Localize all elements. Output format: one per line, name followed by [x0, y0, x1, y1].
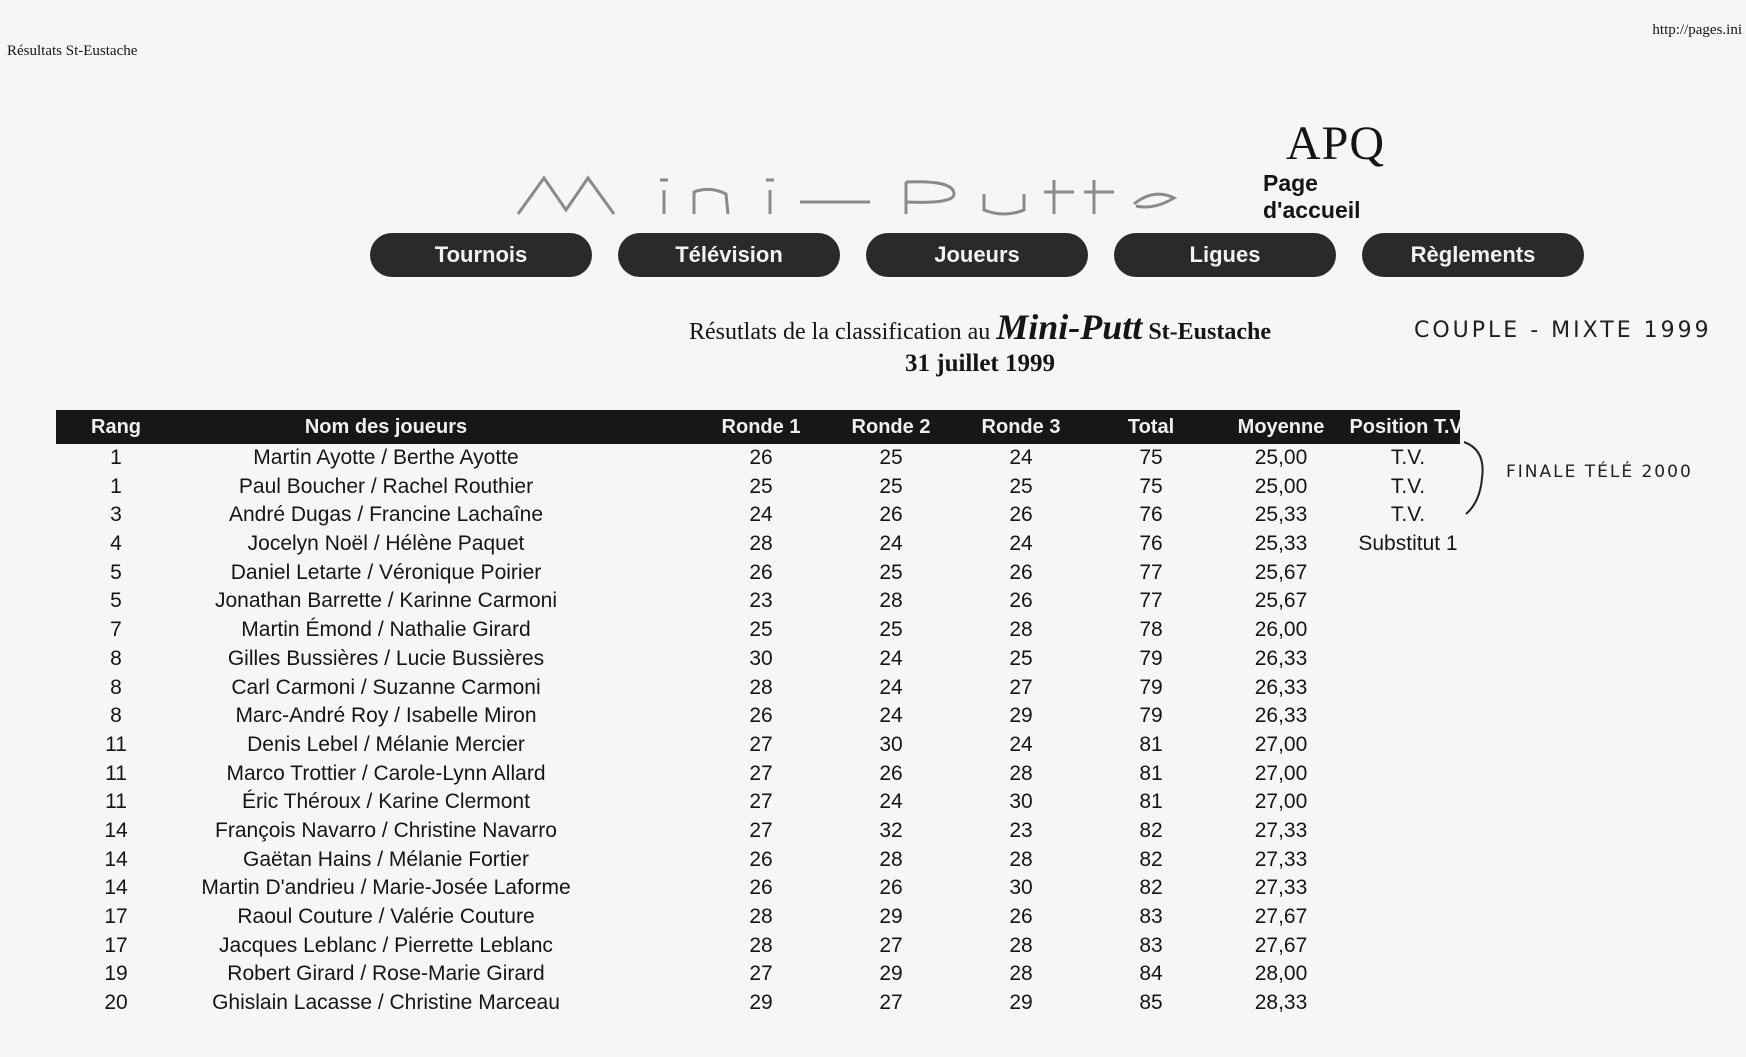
cell-ronde-1: 26 — [749, 704, 773, 728]
cell-rang: 8 — [110, 675, 122, 699]
cell-nom: Robert Girard / Rose-Marie Girard — [227, 962, 545, 986]
cell-total: 77 — [1139, 560, 1163, 584]
cell-total: 82 — [1139, 876, 1163, 900]
cell-rang: 3 — [110, 503, 122, 527]
nav-tournois-button[interactable]: Tournois — [370, 233, 592, 277]
cell-ronde-3: 26 — [1009, 560, 1033, 584]
header-ronde-1: Ronde 1 — [721, 416, 801, 438]
cell-total: 84 — [1139, 962, 1163, 986]
cell-moyenne: 27,33 — [1254, 847, 1308, 871]
cell-ronde-1: 27 — [749, 732, 773, 756]
cell-ronde-2: 26 — [879, 761, 903, 785]
cell-nom: Gaëtan Hains / Mélanie Fortier — [243, 847, 529, 871]
cell-rang: 17 — [104, 933, 128, 957]
header-rang: Rang — [91, 416, 141, 438]
cell-moyenne: 27,67 — [1254, 933, 1308, 957]
cell-total: 76 — [1139, 503, 1163, 527]
cell-ronde-2: 24 — [879, 704, 903, 728]
cell-moyenne: 27,00 — [1254, 761, 1308, 785]
cell-nom: Éric Théroux / Karine Clermont — [242, 790, 530, 814]
cell-rang: 20 — [104, 991, 128, 1015]
page-title — [560, 306, 1400, 378]
cell-nom: Jocelyn Noël / Hélène Paquet — [247, 532, 525, 556]
cell-moyenne: 25,33 — [1254, 532, 1308, 556]
cell-ronde-3: 24 — [1009, 732, 1033, 756]
cell-ronde-2: 25 — [879, 446, 903, 469]
cell-ronde-2: 24 — [879, 675, 903, 699]
cell-moyenne: 26,00 — [1254, 618, 1308, 642]
cell-moyenne: 25,33 — [1254, 503, 1308, 527]
cell-nom: Denis Lebel / Mélanie Mercier — [247, 732, 525, 756]
cell-ronde-1: 27 — [749, 790, 773, 814]
header-total: Total — [1127, 416, 1175, 438]
cell-rang: 5 — [110, 560, 122, 584]
cell-total: 79 — [1139, 646, 1163, 670]
title-location: St-Eustache — [1148, 319, 1271, 345]
page-header-title: Résultats St-Eustache — [7, 43, 138, 59]
cell-rang: 4 — [110, 532, 122, 556]
site-logo[interactable] — [510, 110, 1420, 223]
cell-ronde-1: 26 — [749, 847, 773, 871]
cell-moyenne: 25,00 — [1254, 474, 1308, 498]
table-row — [56, 616, 1460, 645]
table-row — [56, 846, 1460, 875]
cell-ronde-1: 26 — [749, 876, 773, 900]
title-date: 31 juillet 1999 — [905, 350, 1055, 377]
cell-position-tv: T.V. — [1390, 503, 1426, 527]
cell-total: 79 — [1139, 704, 1163, 728]
cell-nom: Daniel Letarte / Véronique Poirier — [230, 560, 542, 584]
cell-ronde-2: 24 — [879, 646, 903, 670]
table-row — [56, 530, 1460, 559]
cell-ronde-1: 28 — [749, 675, 773, 699]
cell-rang: 7 — [110, 618, 122, 642]
page-header-url: http://pages.ini — [1652, 22, 1742, 38]
cell-ronde-1: 29 — [749, 991, 773, 1015]
cell-nom: François Navarro / Christine Navarro — [215, 818, 557, 842]
cell-ronde-2: 27 — [879, 933, 903, 957]
cell-ronde-1: 24 — [749, 503, 773, 527]
cell-moyenne: 26,33 — [1254, 675, 1308, 699]
cell-ronde-3: 26 — [1009, 503, 1033, 527]
table-row — [56, 989, 1460, 1018]
main-nav — [370, 233, 1590, 281]
home-link[interactable]: Page d'accueil — [1263, 170, 1361, 223]
cell-ronde-2: 26 — [879, 503, 903, 527]
cell-total: 81 — [1139, 732, 1163, 756]
cell-ronde-1: 28 — [749, 532, 773, 556]
cell-rang: 8 — [110, 646, 122, 670]
cell-ronde-3: 25 — [1009, 646, 1033, 670]
cell-ronde-3: 28 — [1009, 962, 1033, 986]
cell-total: 79 — [1139, 675, 1163, 699]
cell-ronde-3: 28 — [1009, 761, 1033, 785]
cell-ronde-1: 28 — [749, 905, 773, 928]
cell-total: 82 — [1139, 818, 1163, 842]
cell-ronde-2: 29 — [879, 962, 903, 986]
mini-putt-wordmark-image — [514, 170, 1224, 220]
cell-ronde-1: 27 — [749, 818, 773, 842]
cell-rang: 11 — [105, 761, 127, 785]
cell-ronde-3: 26 — [1009, 905, 1033, 928]
cell-ronde-3: 28 — [1009, 933, 1033, 957]
cell-ronde-1: 26 — [749, 560, 773, 584]
cell-nom: Marc-André Roy / Isabelle Miron — [235, 704, 537, 728]
handwritten-finale-note: FINALE TÉLÉ 2000 — [1506, 462, 1693, 482]
cell-moyenne: 25,00 — [1254, 446, 1308, 469]
cell-rang: 11 — [105, 790, 127, 814]
table-row — [56, 559, 1460, 588]
cell-rang: 8 — [110, 704, 122, 728]
cell-nom: Martin Ayotte / Berthe Ayotte — [253, 446, 519, 469]
cell-ronde-2: 24 — [879, 532, 903, 556]
cell-total: 75 — [1139, 474, 1163, 498]
table-row — [56, 874, 1460, 903]
cell-moyenne: 25,67 — [1254, 589, 1308, 613]
cell-ronde-3: 23 — [1009, 818, 1033, 842]
cell-rang: 14 — [104, 847, 128, 871]
cell-nom: Raoul Couture / Valérie Couture — [237, 905, 535, 928]
table-row — [56, 444, 1460, 473]
table-row — [56, 903, 1460, 932]
cell-ronde-3: 24 — [1009, 532, 1033, 556]
table-row — [56, 501, 1460, 530]
cell-ronde-3: 25 — [1009, 474, 1033, 498]
cell-rang: 14 — [104, 818, 128, 842]
cell-rang: 5 — [110, 589, 122, 613]
table-row — [56, 960, 1460, 989]
cell-ronde-2: 27 — [879, 991, 903, 1015]
cell-moyenne: 25,67 — [1254, 560, 1308, 584]
cell-ronde-2: 25 — [879, 474, 903, 498]
cell-total: 81 — [1139, 790, 1163, 814]
table-row — [56, 932, 1460, 961]
cell-ronde-2: 29 — [879, 905, 903, 928]
cell-ronde-3: 29 — [1009, 991, 1033, 1015]
cell-ronde-2: 26 — [879, 876, 903, 900]
table-body — [56, 444, 1460, 1018]
header-ronde-2: Ronde 2 — [851, 416, 931, 438]
cell-total: 83 — [1139, 933, 1163, 957]
cell-total: 78 — [1139, 618, 1163, 642]
cell-total: 82 — [1139, 847, 1163, 871]
cell-ronde-3: 28 — [1009, 618, 1033, 642]
cell-total: 75 — [1139, 446, 1163, 469]
cell-nom: Ghislain Lacasse / Christine Marceau — [212, 991, 560, 1015]
cell-total: 76 — [1139, 532, 1163, 556]
header-nom: Nom des joueurs — [304, 416, 468, 438]
table-row — [56, 645, 1460, 674]
cell-moyenne: 27,00 — [1254, 732, 1308, 756]
cell-total: 85 — [1139, 991, 1163, 1015]
table-row — [56, 788, 1460, 817]
cell-moyenne: 27,33 — [1254, 876, 1308, 900]
cell-nom: Marco Trottier / Carole-Lynn Allard — [226, 761, 546, 785]
nav-reglements-button[interactable]: Règlements — [1362, 233, 1584, 277]
cell-ronde-1: 26 — [749, 446, 773, 469]
table-row — [56, 817, 1460, 846]
cell-nom: Martin D'andrieu / Marie-Josée Laforme — [201, 876, 571, 900]
cell-rang: 1 — [110, 446, 122, 469]
cell-ronde-2: 32 — [879, 818, 903, 842]
cell-nom: Jonathan Barrette / Karinne Carmoni — [214, 589, 558, 613]
cell-rang: 11 — [105, 732, 127, 756]
cell-nom: Martin Émond / Nathalie Girard — [241, 618, 531, 642]
cell-ronde-3: 26 — [1009, 589, 1033, 613]
cell-moyenne: 27,67 — [1254, 905, 1308, 928]
title-brand: Mini-Putt — [996, 307, 1143, 347]
header-ronde-3: Ronde 3 — [981, 416, 1061, 438]
nav-television-button[interactable]: Télévision — [618, 233, 840, 277]
header-position-tv: Position T.V. — [1349, 416, 1467, 438]
cell-ronde-3: 30 — [1009, 790, 1033, 814]
cell-total: 77 — [1139, 589, 1163, 613]
cell-ronde-1: 27 — [749, 962, 773, 986]
cell-moyenne: 26,33 — [1254, 646, 1308, 670]
cell-position-tv: T.V. — [1390, 446, 1426, 469]
cell-ronde-1: 30 — [749, 646, 773, 670]
table-header-row — [56, 410, 1467, 444]
cell-ronde-1: 23 — [749, 589, 773, 613]
cell-ronde-3: 29 — [1009, 704, 1033, 728]
table-row — [56, 587, 1460, 616]
cell-ronde-2: 30 — [879, 732, 903, 756]
nav-ligues-button[interactable]: Ligues — [1114, 233, 1336, 277]
cell-moyenne: 26,33 — [1254, 704, 1308, 728]
cell-nom: Jacques Leblanc / Pierrette Leblanc — [219, 933, 553, 957]
table-row — [56, 674, 1460, 703]
cell-moyenne: 27,33 — [1254, 818, 1308, 842]
cell-ronde-3: 30 — [1009, 876, 1033, 900]
cell-ronde-2: 25 — [879, 560, 903, 584]
cell-rang: 19 — [104, 962, 128, 986]
cell-total: 81 — [1139, 761, 1163, 785]
cell-rang: 1 — [110, 474, 122, 498]
results-table — [56, 410, 1467, 1018]
title-prefix: Résutlats de la classification au — [689, 319, 991, 345]
nav-joueurs-button[interactable]: Joueurs — [866, 233, 1088, 277]
cell-ronde-3: 24 — [1009, 446, 1033, 469]
header-moyenne: Moyenne — [1237, 416, 1325, 438]
cell-ronde-2: 25 — [879, 618, 903, 642]
cell-total: 83 — [1139, 905, 1163, 928]
cell-ronde-1: 27 — [749, 761, 773, 785]
cell-rang: 14 — [104, 876, 128, 900]
cell-nom: André Dugas / Francine Lachaîne — [228, 503, 544, 527]
table-row — [56, 731, 1460, 760]
cell-ronde-1: 28 — [749, 933, 773, 957]
cell-moyenne: 27,00 — [1254, 790, 1308, 814]
table-row — [56, 760, 1460, 789]
cell-nom: Paul Boucher / Rachel Routhier — [238, 474, 534, 498]
table-row — [56, 702, 1460, 731]
apq-logo-text: APQ — [1286, 117, 1386, 170]
cell-moyenne: 28,00 — [1254, 962, 1308, 986]
table-row — [56, 473, 1460, 502]
cell-position-tv: Substitut 1 — [1358, 532, 1458, 556]
cell-ronde-3: 27 — [1009, 675, 1033, 699]
cell-ronde-2: 24 — [879, 790, 903, 814]
cell-position-tv: T.V. — [1390, 474, 1426, 498]
cell-ronde-3: 28 — [1009, 847, 1033, 871]
cell-nom: Gilles Bussières / Lucie Bussières — [227, 646, 545, 670]
cell-nom: Carl Carmoni / Suzanne Carmoni — [231, 675, 541, 699]
cell-moyenne: 28,33 — [1254, 991, 1308, 1015]
cell-ronde-2: 28 — [879, 589, 903, 613]
cell-ronde-2: 28 — [879, 847, 903, 871]
cell-ronde-1: 25 — [749, 618, 773, 642]
handwritten-category-note: COUPLE - MIXTE 1999 — [1414, 318, 1712, 343]
cell-ronde-1: 25 — [749, 474, 773, 498]
cell-rang: 17 — [104, 905, 128, 928]
